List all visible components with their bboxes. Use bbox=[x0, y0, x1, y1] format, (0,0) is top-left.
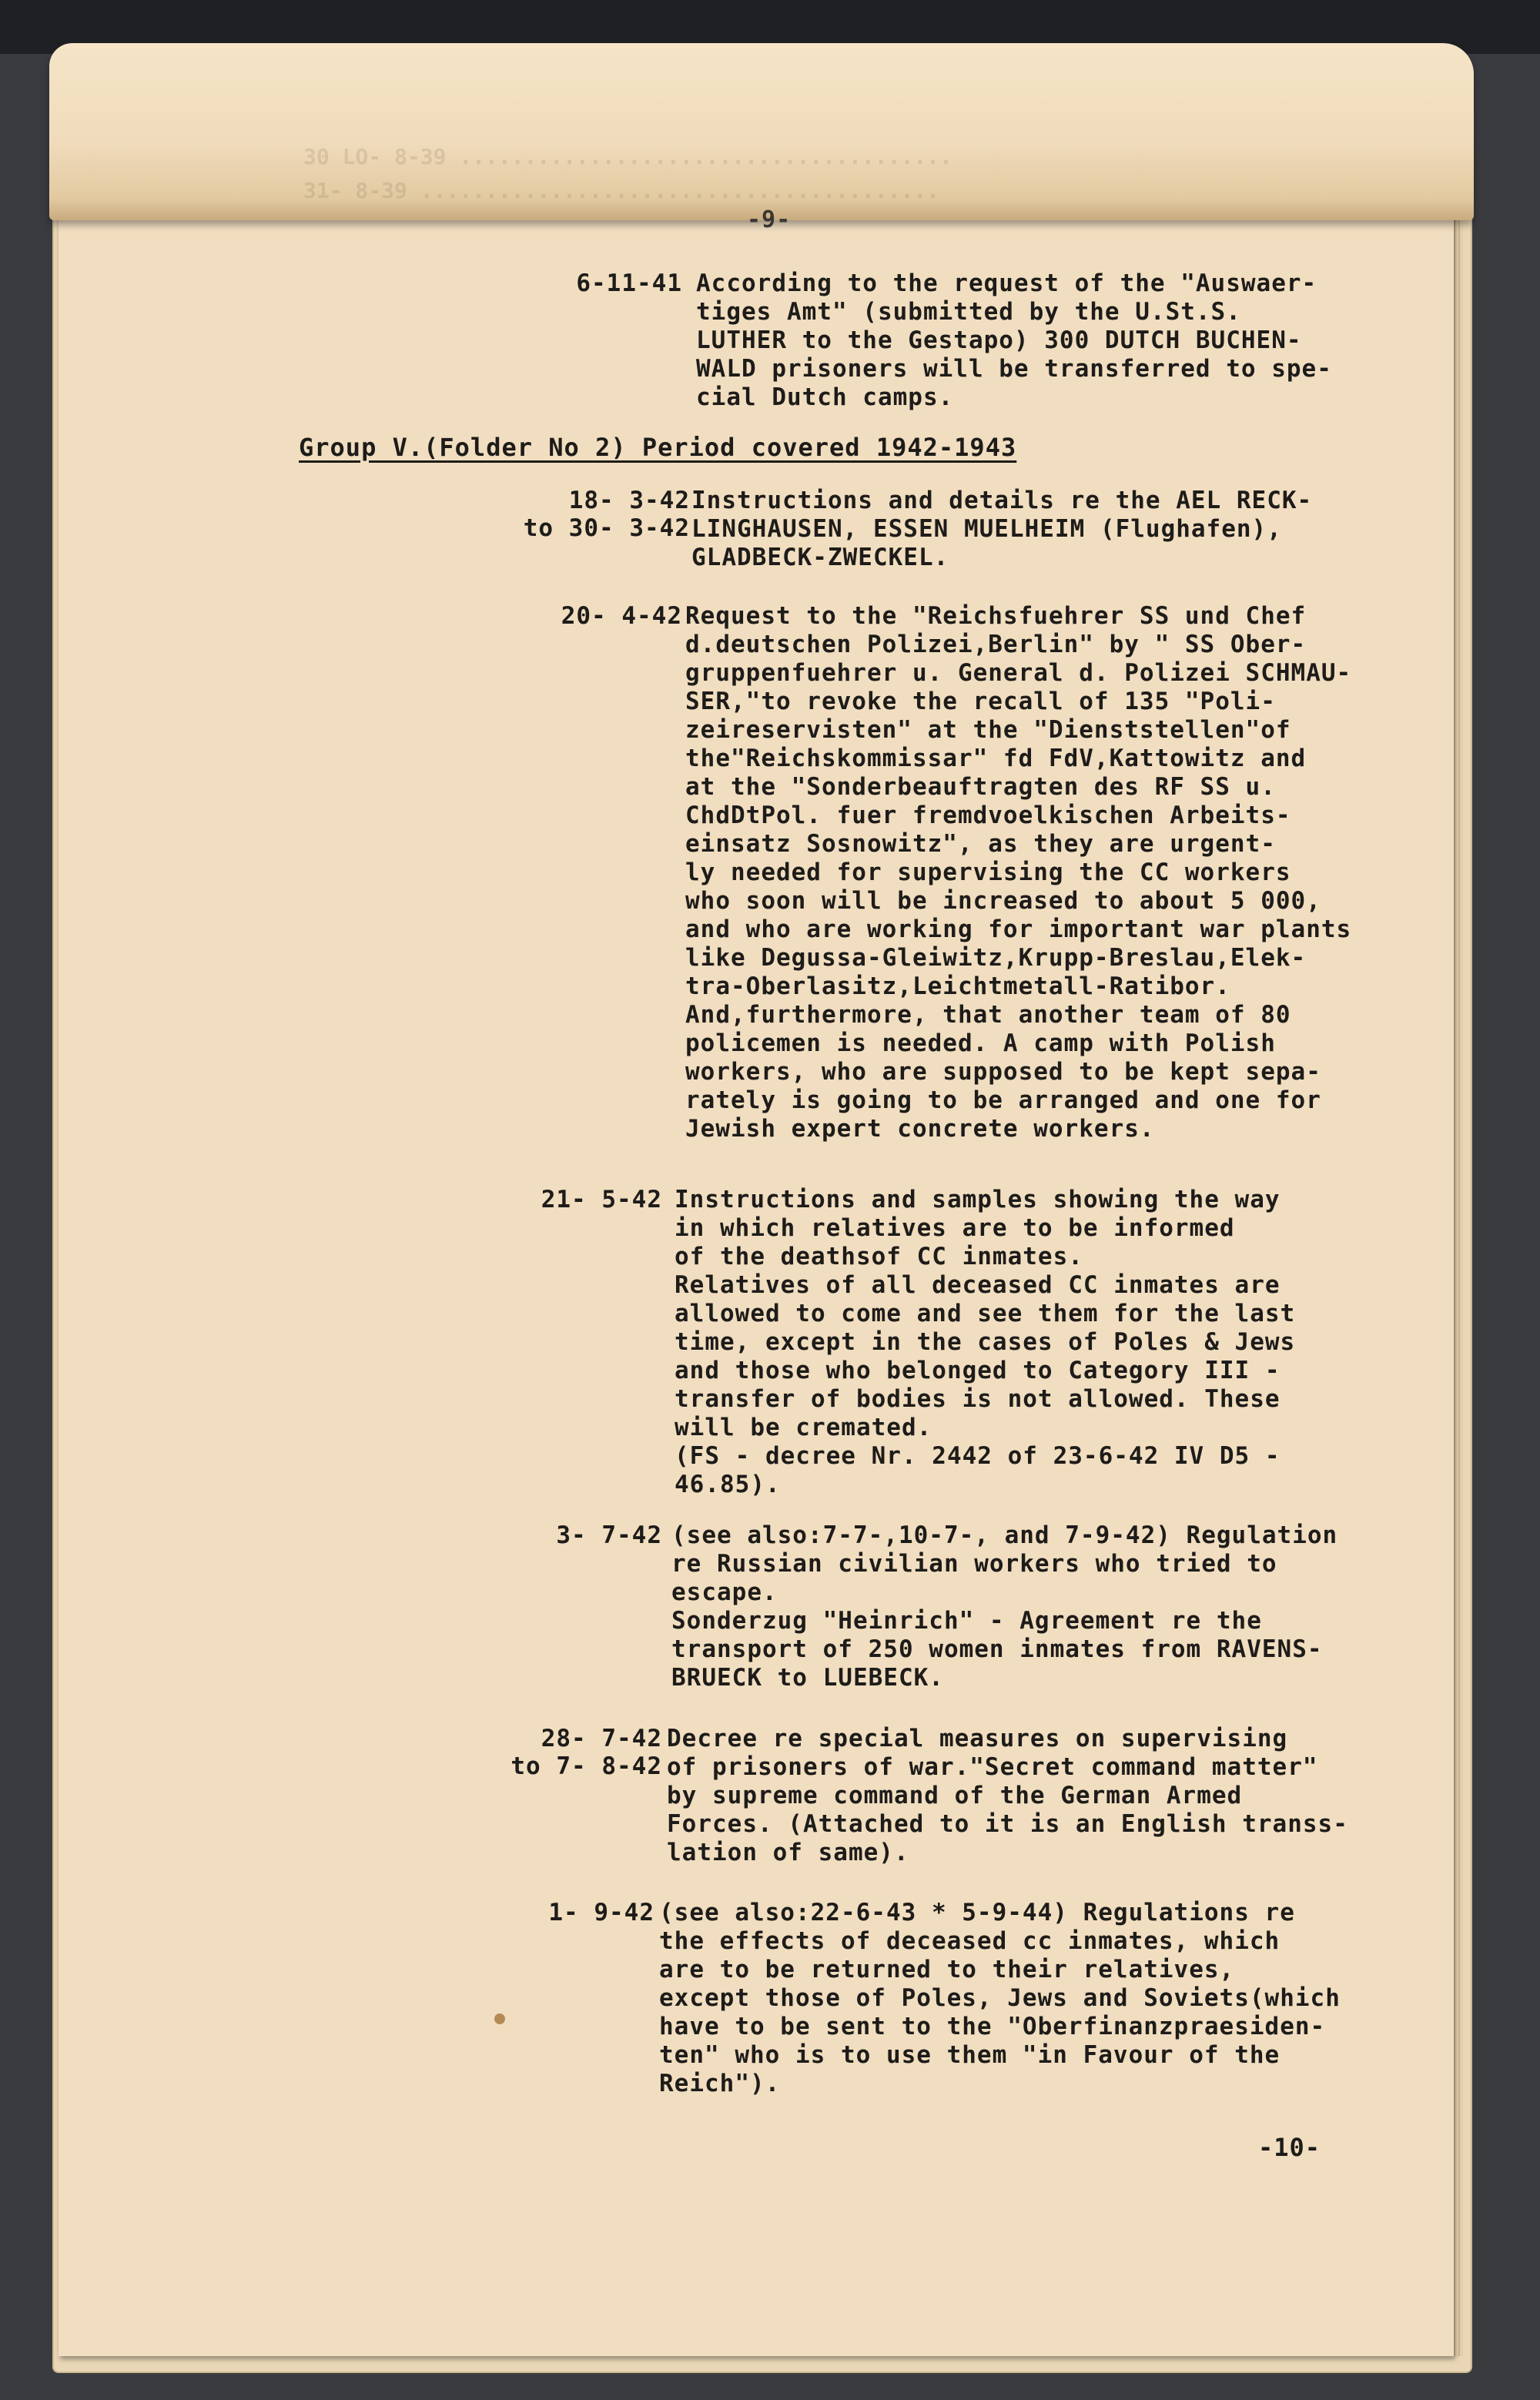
date-line: 20- 4-42 bbox=[561, 602, 682, 630]
entry-date bbox=[521, 487, 690, 542]
date-line: to 30- 3-42 bbox=[523, 514, 690, 542]
text-line: (see also:22-6-43 * 5-9-44) Regulations re bbox=[659, 1899, 1295, 1926]
text-line: at the "Sonderbeauftragten des RF SS u. bbox=[685, 773, 1276, 801]
text-line: According to the request of the "Auswaer- bbox=[696, 269, 1317, 297]
text-line: Sonderzug "Heinrich" - Agreement re the bbox=[671, 1607, 1262, 1635]
entry-date bbox=[500, 1521, 662, 1549]
text-line: escape. bbox=[671, 1578, 778, 1606]
text-line: GLADBECK-ZWECKEL. bbox=[691, 544, 949, 571]
text-line: Decree re special measures on supervising bbox=[667, 1725, 1288, 1752]
text-line: ten" who is to use them "in Favour of the bbox=[659, 2041, 1281, 2069]
text-line: will be cremated. bbox=[675, 1414, 932, 1441]
text-line: Forces. (Attached to it is an English transs- bbox=[667, 1810, 1348, 1838]
date-line: 1- 9-42 bbox=[548, 1899, 654, 1926]
folded-previous-page bbox=[49, 43, 1474, 220]
ghost-line: 30 LO- 8-39 ...................................... bbox=[303, 144, 952, 169]
text-line: lation of same). bbox=[667, 1839, 909, 1866]
show-through-text bbox=[303, 140, 1227, 208]
entry-date bbox=[500, 1186, 662, 1213]
text-line: 46.85). bbox=[675, 1471, 781, 1498]
text-line: transfer of bodies is not allowed. These bbox=[675, 1385, 1281, 1413]
date-line: to 7- 8-42 bbox=[511, 1752, 662, 1780]
entry-text bbox=[696, 269, 1332, 412]
text-line: zeireservisten" at the "Dienststellen"of bbox=[685, 716, 1291, 744]
text-line: Relatives of all deceased CC inmates are bbox=[675, 1271, 1281, 1299]
date-line: 28- 7-42 bbox=[541, 1725, 662, 1752]
entry-text bbox=[691, 487, 1312, 572]
entry-text bbox=[659, 1899, 1341, 2098]
entry-text bbox=[675, 1186, 1295, 1499]
text-line: d.deutschen Polizei,Berlin" by " SS Ober- bbox=[685, 631, 1307, 658]
date-line: 6-11-41 bbox=[576, 269, 682, 297]
text-line: Instructions and details re the AEL RECK- bbox=[691, 487, 1313, 514]
text-line: and who are working for important war plants bbox=[685, 915, 1352, 943]
entry-date bbox=[521, 269, 682, 297]
text-line: tra-Oberlasitz,Leichtmetall-Ratibor. bbox=[685, 972, 1230, 1000]
entry-date bbox=[521, 602, 682, 630]
text-line: tiges Amt" (submitted by the U.St.S. bbox=[696, 298, 1241, 326]
entry-text bbox=[667, 1725, 1348, 1867]
text-line: the"Reichskommissar" fd FdV,Kattowitz and bbox=[685, 745, 1307, 772]
text-line: ly needed for supervising the CC workers bbox=[685, 859, 1291, 886]
entry-date bbox=[493, 1899, 654, 1926]
text-line: Request to the "Reichsfuehrer SS und Chef bbox=[685, 602, 1307, 630]
text-line: like Degussa-Gleiwitz,Krupp-Breslau,Elek- bbox=[685, 944, 1307, 972]
text-line: except those of Poles, Jews and Soviets(which bbox=[659, 1984, 1341, 2012]
group-heading: Group V.(Folder No 2) Period covered 1942-1943 bbox=[299, 433, 1017, 462]
text-line: (FS - decree Nr. 2442 of 23-6-42 IV D5 - bbox=[675, 1442, 1281, 1470]
date-line: 21- 5-42 bbox=[541, 1186, 662, 1213]
text-line: the effects of deceased cc inmates, which bbox=[659, 1927, 1281, 1955]
page-number-top: -9- bbox=[747, 206, 792, 233]
text-line: re Russian civilian workers who tried to bbox=[671, 1550, 1277, 1578]
text-line: cial Dutch camps. bbox=[696, 383, 954, 411]
text-line: workers, who are supposed to be kept sepa- bbox=[685, 1058, 1321, 1086]
date-line: 3- 7-42 bbox=[556, 1521, 662, 1549]
entry-date bbox=[500, 1725, 662, 1780]
text-line: time, except in the cases of Poles & Jews bbox=[675, 1328, 1296, 1356]
text-line: have to be sent to the "Oberfinanzpraesiden- bbox=[659, 2013, 1326, 2040]
paper-stain bbox=[494, 2013, 505, 2024]
text-line: WALD prisoners will be transferred to spe- bbox=[696, 355, 1332, 383]
text-line: gruppenfuehrer u. General d. Polizei SCHMAU- bbox=[685, 659, 1352, 687]
text-line: Instructions and samples showing the way bbox=[675, 1186, 1281, 1213]
text-line: of prisoners of war."Secret command matter" bbox=[667, 1753, 1318, 1781]
text-line: (see also:7-7-,10-7-, and 7-9-42) Regulation bbox=[671, 1521, 1338, 1549]
entry-text bbox=[671, 1521, 1337, 1692]
text-line: Jewish expert concrete workers. bbox=[685, 1115, 1155, 1143]
text-line: LUTHER to the Gestapo) 300 DUTCH BUCHEN- bbox=[696, 326, 1302, 354]
text-line: ChdDtPol. fuer fremdvoelkischen Arbeits- bbox=[685, 802, 1291, 829]
text-line: transport of 250 women inmates from RAVENS- bbox=[671, 1635, 1323, 1663]
text-line: einsatz Sosnowitz", as they are urgent- bbox=[685, 830, 1276, 858]
entry-text bbox=[685, 602, 1351, 1143]
text-line: And,furthermore, that another team of 80 bbox=[685, 1001, 1291, 1029]
text-line: and those who belonged to Category III - bbox=[675, 1357, 1281, 1384]
ghost-line: 31- 8-39 ........................................ bbox=[303, 178, 940, 203]
text-line: in which relatives are to be informed bbox=[675, 1214, 1235, 1242]
date-line: 18- 3-42 bbox=[568, 487, 690, 514]
text-line: LINGHAUSEN, ESSEN MUELHEIM (Flughafen), bbox=[691, 515, 1282, 543]
text-line: rately is going to be arranged and one for bbox=[685, 1086, 1321, 1114]
text-line: allowed to come and see them for the last bbox=[675, 1300, 1296, 1327]
text-line: BRUECK to LUEBECK. bbox=[671, 1664, 944, 1692]
text-line: are to be returned to their relatives, bbox=[659, 1956, 1235, 1983]
text-line: policemen is needed. A camp with Polish bbox=[685, 1029, 1276, 1057]
text-line: SER,"to revoke the recall of 135 "Poli- bbox=[685, 688, 1276, 715]
text-line: who soon will be increased to about 5 000, bbox=[685, 887, 1321, 915]
page-number-bottom: -10- bbox=[1258, 2133, 1321, 2162]
text-line: by supreme command of the German Armed bbox=[667, 1782, 1243, 1809]
text-line: Reich"). bbox=[659, 2070, 781, 2097]
text-line: of the deathsof CC inmates. bbox=[675, 1243, 1083, 1270]
